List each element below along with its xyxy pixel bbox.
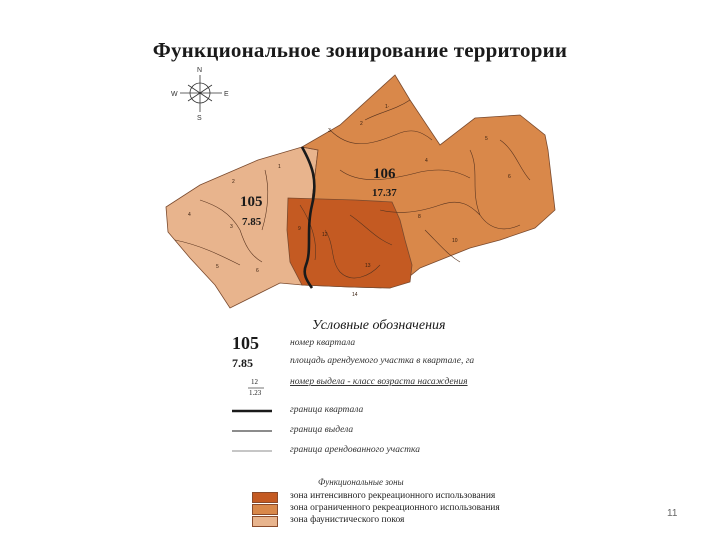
compass-south: S <box>197 115 202 122</box>
page-title: Функциональное зонирование территории <box>152 38 568 62</box>
svg-text:2: 2 <box>232 179 235 185</box>
legend-fraction-bottom: 1.23 <box>249 389 262 397</box>
page-number: 11 <box>667 508 678 519</box>
svg-text:9: 9 <box>298 226 301 232</box>
zone-label-fauna: зона фаунистического покоя <box>290 515 405 525</box>
legend-sample-area: 7.85 <box>232 356 253 370</box>
svg-text:6: 6 <box>256 268 259 274</box>
compass-west: W <box>171 91 178 98</box>
compass-rose-icon <box>180 75 222 112</box>
zones-title: Функциональные зоны <box>318 477 404 487</box>
svg-text:12: 12 <box>322 232 328 238</box>
legend-title: Условные обозначения <box>312 318 446 333</box>
svg-text:5: 5 <box>485 136 488 142</box>
legend-item-lease-boundary: граница арендованного участка <box>290 445 420 455</box>
swatch-limited <box>252 504 278 515</box>
quarter-106-number: 106 <box>373 166 396 182</box>
compass-east: E <box>224 91 229 98</box>
svg-text:14: 14 <box>352 292 358 298</box>
svg-text:10: 10 <box>452 238 458 244</box>
legend-item-quarter-number: номер квартала <box>290 338 356 348</box>
svg-text:2: 2 <box>360 121 363 127</box>
legend-item-compartment-number: номер выдела - класс возраста насаждения <box>290 377 468 387</box>
svg-text:4: 4 <box>425 158 428 164</box>
compass-north: N <box>197 67 203 74</box>
legend-item-quarter-boundary: граница квартала <box>290 405 364 415</box>
legend-sample-number: 105 <box>232 333 259 353</box>
svg-text:1: 1 <box>278 164 281 170</box>
zone-label-intensive: зона интенсивного рекреационного использования <box>290 491 496 501</box>
svg-text:3: 3 <box>230 224 233 230</box>
svg-text:3: 3 <box>328 128 331 134</box>
svg-text:5: 5 <box>216 264 219 270</box>
quarter-105-area: 7.85 <box>242 216 262 228</box>
swatch-intensive <box>252 492 278 503</box>
legend-item-compartment-boundary: граница выдела <box>290 425 354 435</box>
zone-label-limited: зона ограниченного рекреационного использования <box>290 503 500 513</box>
svg-text:8: 8 <box>418 214 421 220</box>
svg-text:13: 13 <box>365 263 371 269</box>
legend-item-lease-area: площадь арендуемого участка в квартале, га <box>290 356 475 366</box>
quarter-106-area: 17.37 <box>372 187 397 199</box>
svg-text:4: 4 <box>188 212 191 218</box>
legend-fraction-top: 12 <box>251 378 258 386</box>
svg-text:1·: 1· <box>385 104 390 110</box>
swatch-fauna <box>252 516 278 527</box>
svg-text:6: 6 <box>508 174 511 180</box>
quarter-105-number: 105 <box>240 194 263 210</box>
